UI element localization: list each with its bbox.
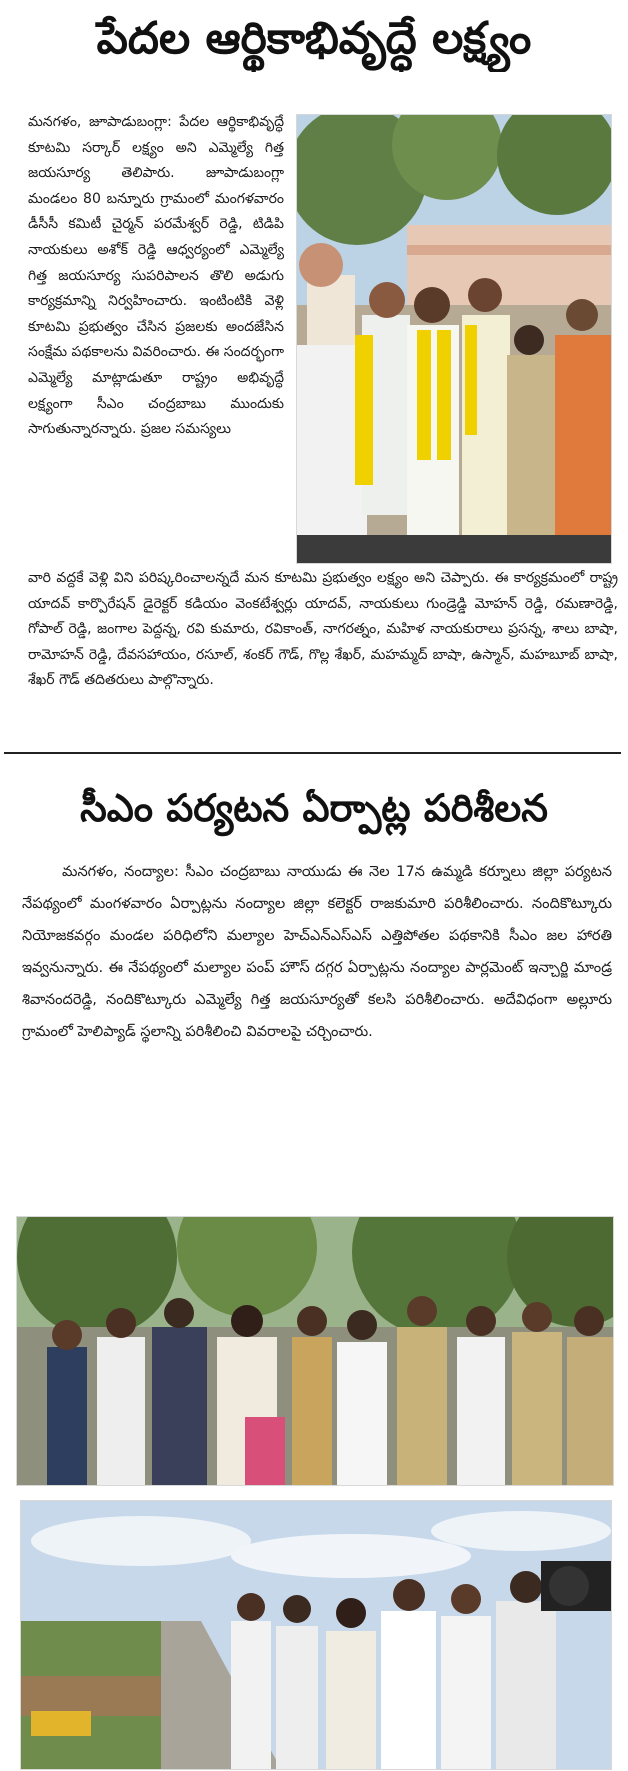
story2-photo-pump-house: [20, 1500, 612, 1770]
story2-text: మనగళం, నంద్యాల: సీఎం చంద్రబాబు నాయుడు ఈ నెల 17న ఉమ్మడి కర్నూలు జిల్లా పర్యటన నేపథ్యంలో మంగళవారం ఏర్పాట్లను నంద్యాల జిల్లా కలెక్టర్ రాజకుమారి పరిశీలించారు. నందికొట్కూరు నియోజకవర్గం మండల పరిధిలోని మల్యాల హెచ్ఎన్ఎస్ఎస్ ఎత్తిపోతల పథకానికి సీఎం జల హారతి ఇవ్వనున్నారు. ఈ నేపథ్యంలో మల్యాల పంప్ హౌస్ దగ్గర ఏర్పాట్లను నంద్యాల పార్లమెంట్ ఇన్చార్జి మాండ్ర శివానందరెడ్డి, నందికొట్కూరు ఎమ్మెల్యే గిత్త జయసూర్యతో కలసి పరిశీలించారు. అదేవిధంగా అల్లూరు గ్రామంలో హెలిప్యాడ్ స్థలాన్ని పరిశీలించి వివరాలపై చర్చించారు.: [22, 863, 612, 1040]
story1-continued-text: వారి వద్దకే వెళ్లి విని పరిష్కరించాలన్నదే మన కూటమి ప్రభుత్వం లక్ష్యం అని చెప్పారు. ఈ కార్యక్రమంలో రాష్ట్ర యాదవ్ కార్పొరేషన్ డైరెక్టర్ కడియం వెంకటేశ్వర్లు యాదవ్, నాయకులు గుండ్రెడ్డి మోహన్ రెడ్డి, రమణారెడ్డి, గోపాల్ రెడ్డి, జంగాల పెద్దన్న, రవి కుమారు, రవికాంత్, నాగరత్నం, మహిళ నాయకురాలు ప్రసన్న, శాలు బాషా, రామోహన్ రెడ్డి, దేవసహాయం, రసూల్, శంకర్ గౌడ్, గొల్ల శేఖర్, మహమ్మద్ బాషా, ఉస్మాన్, మహబూబ్ బాషా, శేఖర్ గౌడ్ తదితరులు పాల్గొన్నారు.: [28, 570, 618, 689]
story1-column-text: మనగళం, జూపాడుబంగ్లా: పేదల ఆర్థికాభివృద్ధే కూటమి సర్కార్ లక్ష్యం అని ఎమ్మెల్యే గిత్త జయసూర్య తెలిపారు. జూపాడుబంగ్లా మండలం 80 బన్నూరు గ్రామంలో మంగళవారం డీసీసీ కమిటీ చైర్మన్ పరమేశ్వర్ రెడ్డి, టిడిపి నాయకులు అశోక్ రెడ్డి ఆధ్వర్యంలో ఎమ్మెల్యే గిత్త జయసూర్య సుపరిపాలన తొలి అడుగు కార్యక్రమాన్ని నిర్వహించారు. ఇంటింటికి వెళ్లి కూటమి ప్రభుత్వం చేసిన ప్రజలకు అందజేసిన సంక్షేమ పథకాలను వివరించారు. ఈ సందర్భంగా ఎమ్మెల్యే మాట్లాడుతూ రాష్ట్రం అభివృద్ధే లక్ష్యంగా సీఎం చంద్రబాబు ముందుకు సాగుతున్నారన్నారు. ప్రజల సమస్యలు: [28, 114, 284, 438]
section-divider: [4, 752, 621, 754]
story1-photo: [296, 114, 612, 564]
headline-story1: పేదల ఆర్థికాభివృద్ధే లక్ష్యం: [96, 13, 532, 64]
headline-story2: సీఎం పర్యటన ఏర్పాట్ల పరిశీలన: [80, 786, 548, 830]
story2-photo-inspection: [16, 1216, 614, 1486]
